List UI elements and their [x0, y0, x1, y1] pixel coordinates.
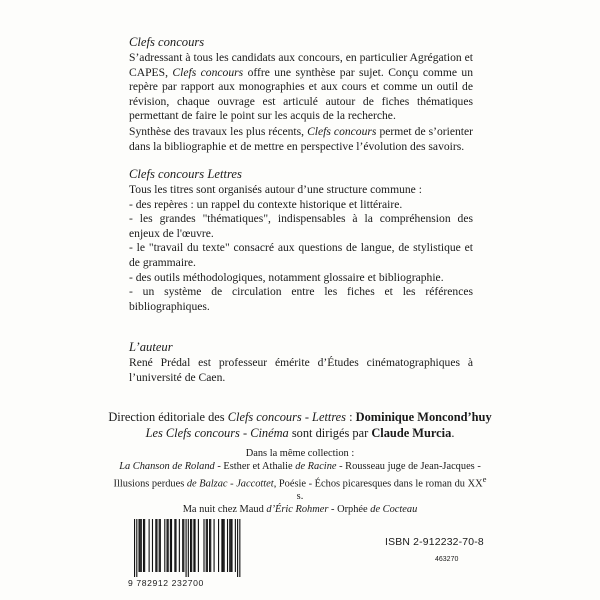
barcode-bar	[231, 519, 232, 572]
text-line: Ma nuit chez Maud d’Éric Rohmer - Orphée de Cocteau	[182, 503, 418, 515]
section-author	[129, 340, 473, 385]
barcode-bar	[230, 519, 231, 572]
barcode-bar	[138, 519, 139, 572]
bullet-list	[129, 198, 473, 315]
barcode-bar	[166, 519, 167, 572]
section-title: Clefs concours Lettres	[129, 167, 242, 181]
barcode-bar	[171, 519, 172, 572]
barcode-bar	[239, 519, 240, 577]
barcode-bar	[144, 519, 145, 572]
barcode	[128, 519, 246, 581]
barcode-bar	[193, 519, 194, 572]
barcode-bar	[156, 519, 157, 572]
barcode-bar	[134, 519, 135, 577]
barcode-bar	[190, 519, 191, 572]
barcode-bar	[152, 519, 153, 572]
barcode-bar	[227, 519, 228, 572]
collection-list	[110, 461, 490, 517]
barcode-bar	[179, 519, 180, 572]
print-code: 463270	[435, 556, 459, 563]
section-intro: Tous les titres sont organisés autour d’une structure commune :	[129, 183, 422, 196]
barcode-bar	[214, 519, 215, 572]
section-clefs-concours	[129, 35, 473, 154]
barcode-bar	[170, 519, 171, 572]
bullet-item: - des repères : un rappel du contexte historique et littéraire.	[129, 197, 403, 211]
bullet-item: - les grandes "thématiques", indispensables à la compréhension des enjeux de l'œuvre.	[129, 212, 473, 240]
barcode-bar	[222, 519, 223, 572]
barcode-bar	[221, 519, 222, 572]
section-clefs-concours-lettres	[129, 167, 473, 314]
barcode-bar	[191, 519, 192, 572]
section-body	[129, 51, 473, 154]
barcode-bar	[174, 519, 175, 572]
collection-header: Dans la même collection :	[245, 448, 355, 459]
barcode-bar	[207, 519, 208, 572]
barcode-bar	[168, 519, 169, 572]
barcode-bar	[186, 519, 187, 577]
bullet-item: - le "travail du texte" consacré aux questions de langue, de stylistique et de grammaire.	[129, 241, 473, 269]
text-line: Synthèse des travaux les plus récents, Clefs concours permet de s’orienter dans la bibliographie et de mettre en perspective l’évolution des savoirs.	[129, 124, 474, 153]
barcode-bar	[160, 519, 161, 572]
text-line: La Chanson de Roland - Esther et Athalie de Racine - Rousseau juge de Jean-Jacques -	[119, 460, 481, 472]
barcode-bar	[188, 519, 189, 577]
barcode-bar	[155, 519, 156, 572]
text-line: Illusions perdues de Balzac - Jaccottet, Poésie - Échos picaresques dans le roman du XXe s.	[113, 474, 487, 503]
section-title: Clefs concours	[129, 35, 205, 49]
direction-line-lettres: Direction éditoriale des Clefs concours - Lettres : Dominique Moncond’huy	[108, 410, 492, 424]
barcode-bar	[143, 519, 144, 572]
barcode-bar	[237, 519, 238, 577]
barcode-bar	[149, 519, 150, 572]
barcode-bar	[164, 519, 165, 572]
barcode-bar	[203, 519, 204, 572]
barcode-bar	[235, 519, 236, 572]
barcode-bar	[182, 519, 183, 572]
barcode-bar	[183, 519, 184, 572]
bullet-item: - un système de circulation entre les fiches et les références bibliographiques.	[129, 285, 473, 313]
barcode-bar	[159, 519, 160, 572]
barcode-bar	[209, 519, 210, 572]
barcode-bar	[175, 519, 176, 572]
text-line: S’adressant à tous les candidats aux concours, en particulier Agrégation et CAPES, Clefs concours offre une synthèse par sujet. Conçu comme un repère par rapport aux monographies et aux cours et comme un outil de révision, chaque ouvrage est articulé autour de fiches thématiques permettant de faire le point sur les acquis de la recherche.	[129, 51, 474, 123]
barcode-bar	[198, 519, 199, 572]
direction-line-cinema: Les Clefs concours - Cinéma sont dirigés par Claude Murcia.	[145, 425, 455, 440]
barcode-bar	[210, 519, 211, 572]
isbn: ISBN 2-912232-70-8	[385, 537, 484, 548]
barcode-bar	[224, 519, 225, 572]
barcode-bar	[141, 519, 142, 572]
barcode-bar	[218, 519, 219, 572]
barcode-bar	[136, 519, 137, 577]
barcode-bar	[206, 519, 207, 572]
barcode-bar	[140, 519, 141, 572]
editorial-direction	[100, 410, 500, 441]
same-collection	[110, 448, 490, 516]
author-bio: René Prédal est professeur émérite d’Études cinématographiques à l’université de Caen.	[129, 356, 473, 384]
barcode-bar	[229, 519, 230, 572]
section-title: L’auteur	[129, 340, 173, 354]
barcode-bar	[194, 519, 195, 572]
bullet-item: - des outils méthodologiques, notamment glossaire et bibliographie.	[129, 270, 444, 284]
barcode-digits: 9 782912 232700	[128, 578, 204, 588]
barcode-bars	[128, 519, 246, 577]
